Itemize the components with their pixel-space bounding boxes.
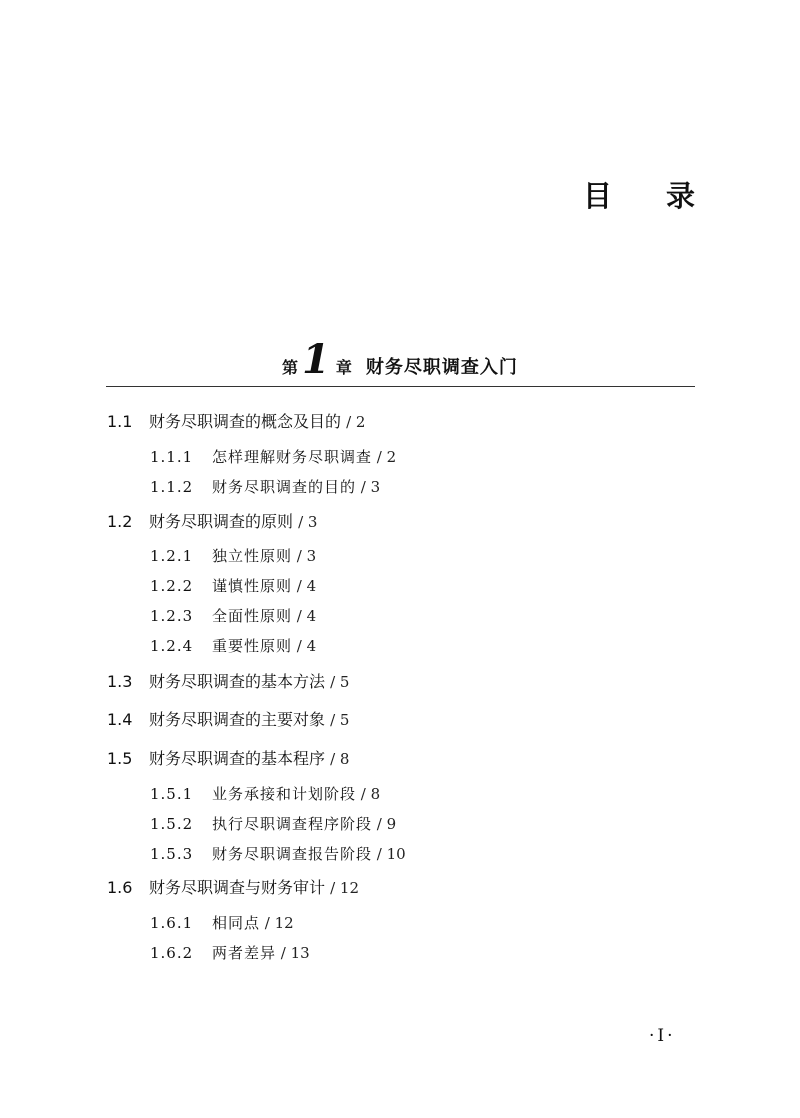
toc-entry-title: 独立性原则 (212, 547, 293, 565)
toc-entry-title: 财务尽职调查的目的 (212, 478, 357, 496)
toc-entry-page: / 9 (376, 815, 397, 833)
toc-entry-number: 1.1.2 (150, 478, 194, 496)
toc-entry-number: 1.6.2 (150, 944, 194, 962)
toc-entry-page: / 4 (296, 637, 317, 655)
toc-entry-page: / 13 (280, 944, 310, 962)
toc-entry-title: 财务尽职调查的基本程序 (149, 749, 326, 768)
toc-entry-title: 谨慎性原则 (212, 577, 293, 595)
toc-entry-title: 财务尽职调查的主要对象 (149, 710, 326, 729)
toc-entry-title: 财务尽职调查的原则 (149, 512, 294, 531)
toc-section-entry[interactable] (107, 671, 349, 693)
toc-entry-title: 两者差异 (212, 944, 277, 962)
toc-entry-page: / 12 (330, 879, 360, 897)
toc-entry-number: 1.5 (107, 749, 133, 768)
toc-subsection-entry[interactable] (150, 843, 406, 865)
toc-subsection-entry[interactable] (150, 783, 380, 805)
chapter-prefix: 第 (282, 358, 299, 377)
toc-subsection-entry[interactable] (150, 912, 294, 934)
toc-entry-title: 执行尽职调查程序阶段 (212, 815, 373, 833)
toc-entry-page: / 4 (296, 577, 317, 595)
toc-entry-title: 财务尽职调查的概念及目的 (149, 412, 342, 431)
toc-entry-page: / 8 (330, 750, 350, 768)
toc-subsection-entry[interactable] (150, 605, 316, 627)
toc-entry-number: 1.2 (107, 512, 133, 531)
toc-entry-title: 财务尽职调查与财务审计 (149, 878, 326, 897)
toc-entry-number: 1.2.4 (150, 637, 194, 655)
toc-entry-page: / 5 (330, 673, 350, 691)
toc-subsection-entry[interactable] (150, 446, 396, 468)
toc-subsection-entry[interactable] (150, 635, 316, 657)
toc-entry-title: 怎样理解财务尽职调查 (212, 448, 373, 466)
toc-entry-page: / 10 (376, 845, 406, 863)
chapter-title: 财务尽职调查入门 (365, 357, 518, 378)
toc-entry-page: / 3 (360, 478, 381, 496)
toc-entry-page: / 3 (298, 513, 318, 531)
toc-subsection-entry[interactable] (150, 575, 316, 597)
toc-entry-number: 1.2.3 (150, 607, 194, 625)
toc-entry-number: 1.5.2 (150, 815, 194, 833)
toc-section-entry[interactable] (107, 411, 365, 433)
page-title-char-1: 目 (583, 179, 613, 213)
toc-entry-number: 1.6.1 (150, 914, 194, 932)
toc-entry-number: 1.6 (107, 878, 133, 897)
toc-entry-number: 1.1.1 (150, 448, 194, 466)
toc-entry-number: 1.2.2 (150, 577, 194, 595)
toc-entry-page: / 2 (376, 448, 397, 466)
toc-entry-page: / 3 (296, 547, 317, 565)
toc-subsection-entry[interactable] (150, 942, 310, 964)
toc-section-entry[interactable] (107, 511, 317, 533)
toc-entry-title: 相同点 (212, 914, 261, 932)
toc-section-entry[interactable] (107, 748, 349, 770)
toc-subsection-entry[interactable] (150, 545, 316, 567)
toc-entry-title: 全面性原则 (212, 607, 293, 625)
toc-entry-page: / 12 (264, 914, 294, 932)
toc-entry-page: / 4 (296, 607, 317, 625)
toc-entry-page: / 2 (346, 413, 366, 431)
toc-entry-number: 1.2.1 (150, 547, 194, 565)
toc-entry-title: 财务尽职调查报告阶段 (212, 845, 373, 863)
chapter-number: 1 (302, 336, 330, 383)
toc-entry-title: 业务承接和计划阶段 (212, 785, 357, 803)
toc-entry-number: 1.5.3 (150, 845, 194, 863)
toc-subsection-entry[interactable] (150, 813, 396, 835)
chapter-suffix: 章 (335, 358, 352, 377)
toc-section-entry[interactable] (107, 877, 359, 899)
toc-entry-title: 重要性原则 (212, 637, 293, 655)
toc-entry-title: 财务尽职调查的基本方法 (149, 672, 326, 691)
page-title-char-2: 录 (666, 179, 696, 213)
toc-entry-number: 1.4 (107, 710, 133, 729)
toc-subsection-entry[interactable] (150, 476, 380, 498)
page-number: ·I· (649, 1026, 676, 1046)
toc-entry-number: 1.1 (107, 412, 133, 431)
toc-entry-page: / 8 (360, 785, 381, 803)
toc-entry-number: 1.5.1 (150, 785, 194, 803)
toc-entry-number: 1.3 (107, 672, 133, 691)
toc-entry-page: / 5 (330, 711, 350, 729)
toc-section-entry[interactable] (107, 709, 349, 731)
